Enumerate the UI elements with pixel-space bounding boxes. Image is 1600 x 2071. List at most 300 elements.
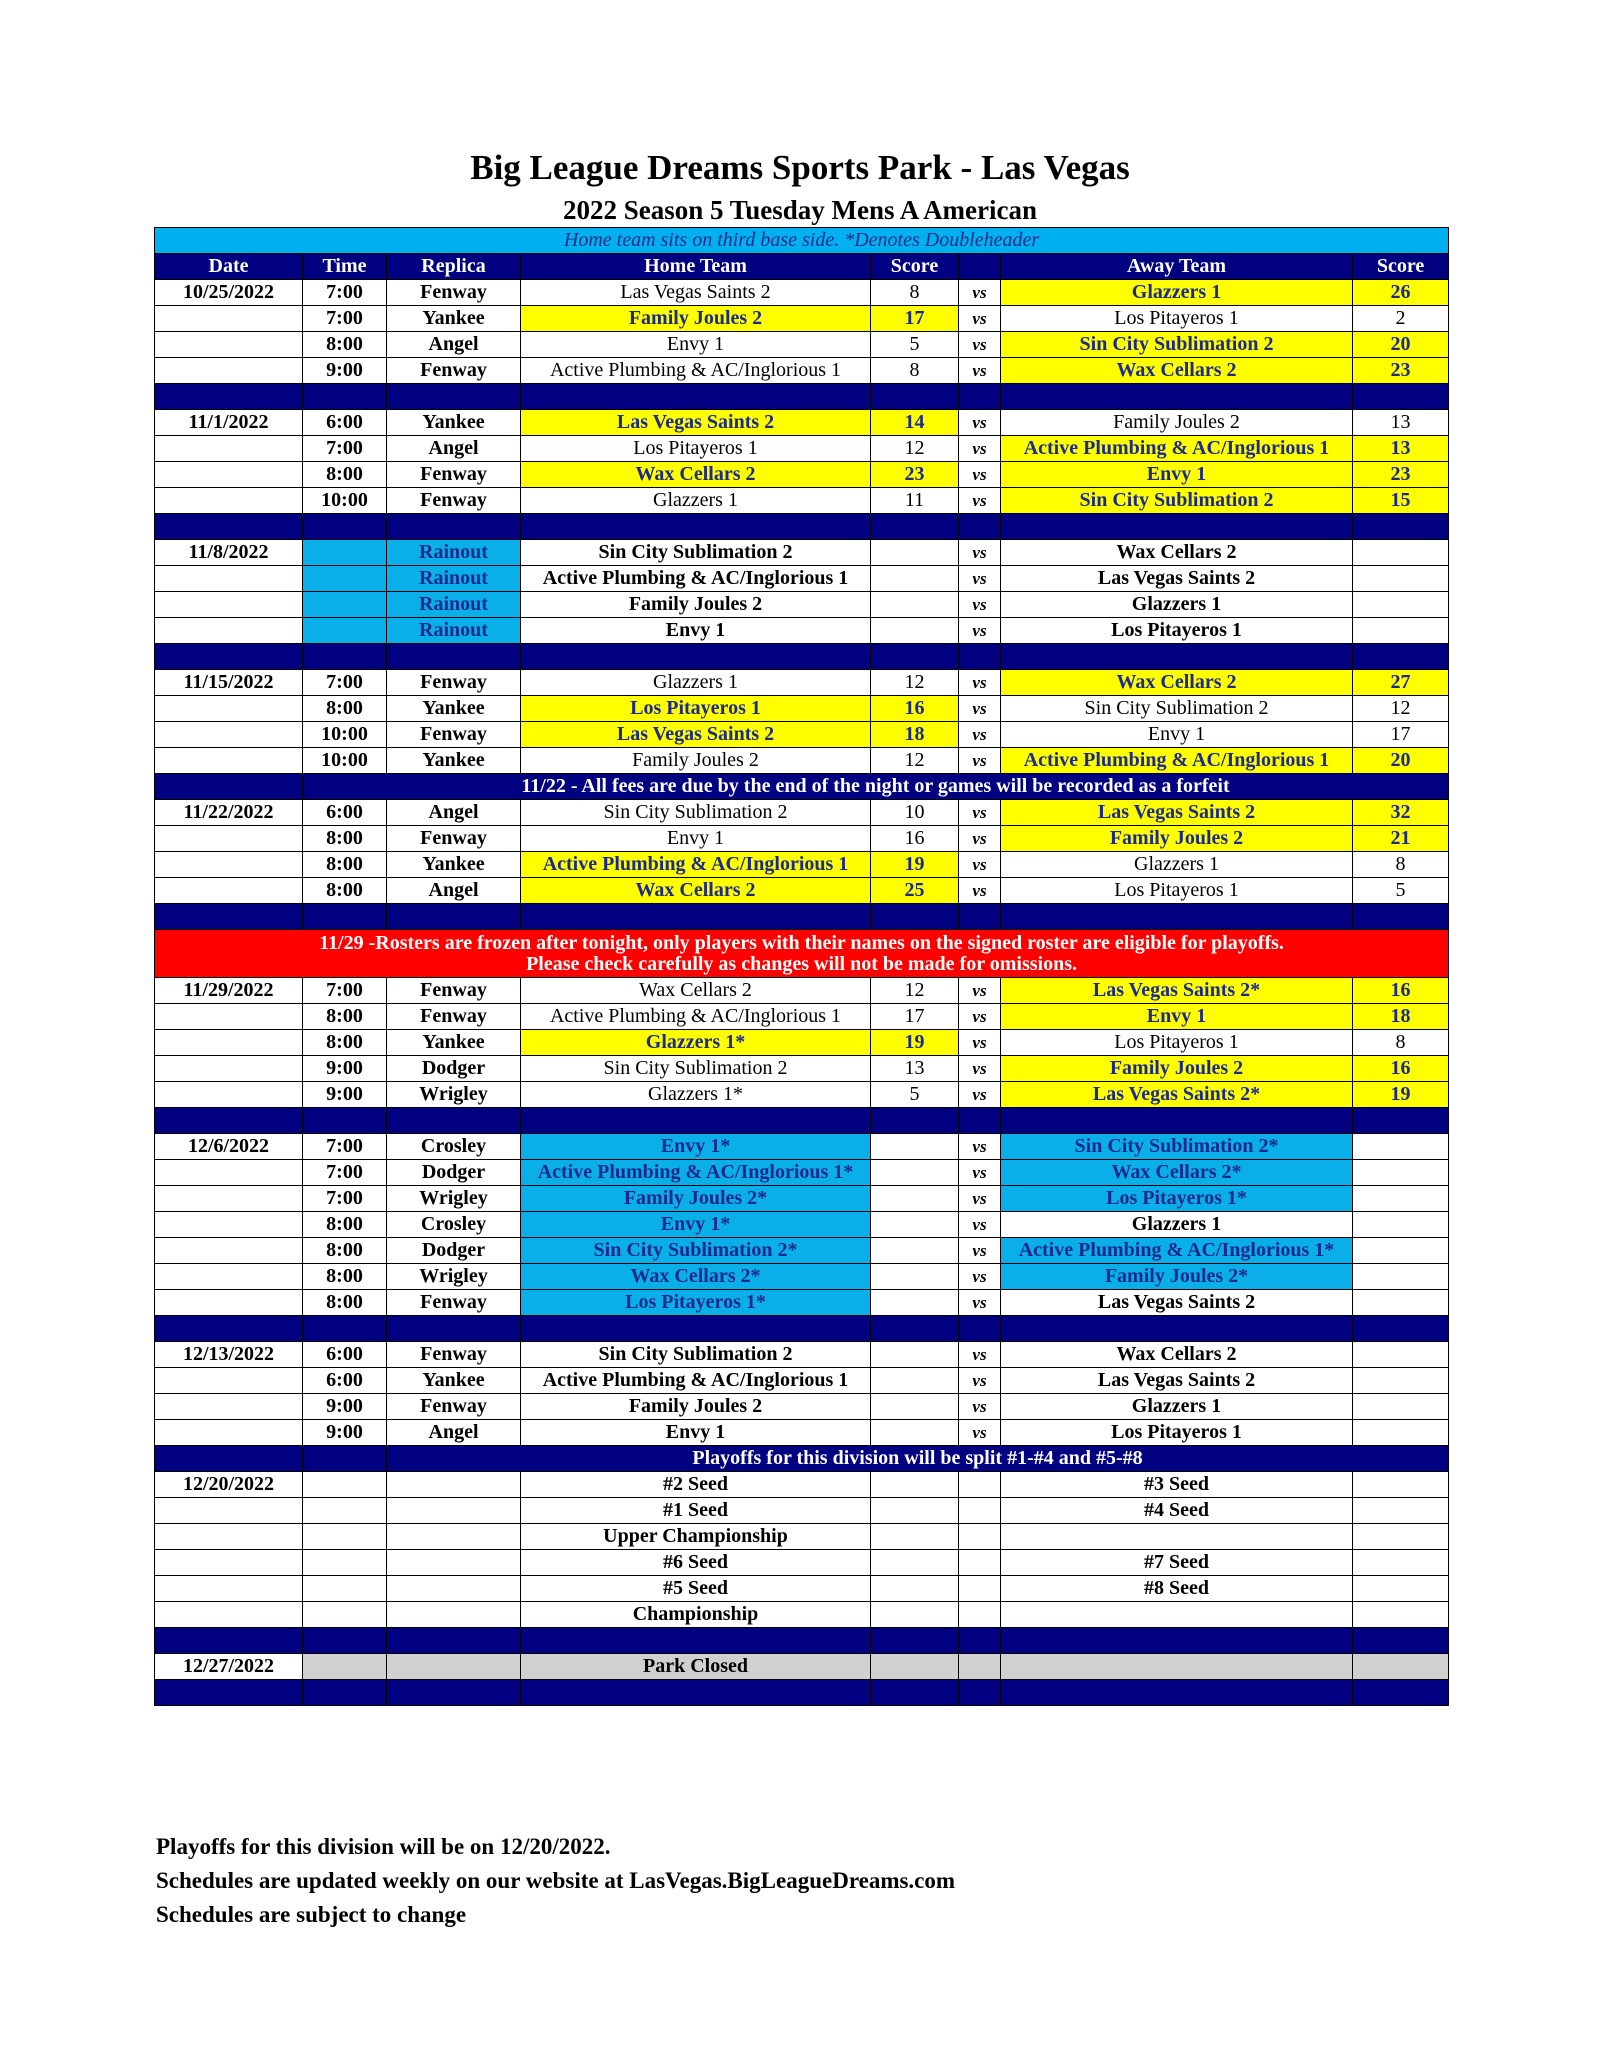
col-away-team: Away Team (1001, 254, 1353, 280)
spacer-cell (871, 644, 959, 670)
home-score (871, 1394, 959, 1420)
home-team: Los Pitayeros 1* (521, 1290, 871, 1316)
game-row (155, 488, 1449, 514)
spacer-cell (959, 1108, 1001, 1134)
game-row (155, 1056, 1449, 1082)
vs-cell (959, 1550, 1001, 1576)
game-row (155, 1030, 1449, 1056)
spacer-cell (303, 1628, 387, 1654)
spacer-cell (1353, 644, 1449, 670)
scheduled-game-row (155, 1160, 1449, 1186)
vs-cell (959, 1498, 1001, 1524)
home-score: 10 (871, 800, 959, 826)
home-team: Active Plumbing & AC/Inglorious 1 (521, 852, 871, 878)
home-team: Los Pitayeros 1 (521, 696, 871, 722)
spacer-row (155, 1628, 1449, 1654)
game-date (155, 1524, 303, 1550)
away-team: Sin City Sublimation 2 (1001, 332, 1353, 358)
home-team: Los Pitayeros 1 (521, 436, 871, 462)
away-team: Active Plumbing & AC/Inglorious 1 (1001, 748, 1353, 774)
scheduled-game-row (155, 1134, 1449, 1160)
vs-label: vs (959, 852, 1001, 878)
home-score (871, 1160, 959, 1186)
spacer-cell (871, 904, 959, 930)
home-score (871, 1212, 959, 1238)
game-time (303, 1550, 387, 1576)
col-vs (959, 254, 1001, 280)
home-score (871, 566, 959, 592)
game-time: 7:00 (303, 280, 387, 306)
home-seed: #1 Seed (521, 1498, 871, 1524)
away-team: Glazzers 1 (1001, 592, 1353, 618)
away-team: Envy 1 (1001, 462, 1353, 488)
note-row (155, 228, 1449, 254)
roster-alert-line: 11/29 -Rosters are frozen after tonight, only players with their names on the signed roster are eligible for playoffs. (319, 931, 1284, 954)
game-time: 7:00 (303, 306, 387, 332)
rainout-label: Rainout (387, 592, 521, 618)
game-time (303, 1498, 387, 1524)
home-team: Family Joules 2 (521, 1394, 871, 1420)
vs-label: vs (959, 1264, 1001, 1290)
away-score: 16 (1353, 1056, 1449, 1082)
field-replica: Crosley (387, 1134, 521, 1160)
footer-line: Playoffs for this division will be on 12/20/2022. (156, 1834, 611, 1859)
field-replica: Fenway (387, 462, 521, 488)
home-score: 19 (871, 1030, 959, 1056)
vs-label: vs (959, 1160, 1001, 1186)
away-score (1353, 1264, 1449, 1290)
game-date (155, 1394, 303, 1420)
away-score (1353, 1576, 1449, 1602)
game-time: 9:00 (303, 1420, 387, 1446)
away-seed: #4 Seed (1001, 1498, 1353, 1524)
spacer-cell (387, 1108, 521, 1134)
away-team: Family Joules 2 (1001, 410, 1353, 436)
vs-label: vs (959, 670, 1001, 696)
spacer-cell (387, 384, 521, 410)
col-replica: Replica (387, 254, 521, 280)
game-time (303, 1576, 387, 1602)
game-time: 10:00 (303, 748, 387, 774)
scheduled-game-row (155, 1238, 1449, 1264)
away-team: Los Pitayeros 1 (1001, 618, 1353, 644)
spacer-row (155, 644, 1449, 670)
away-score: 21 (1353, 826, 1449, 852)
home-team: Wax Cellars 2* (521, 1264, 871, 1290)
game-date (155, 1186, 303, 1212)
away-score: 15 (1353, 488, 1449, 514)
home-team: Wax Cellars 2 (521, 878, 871, 904)
notice-date-cell (155, 774, 303, 800)
away-team: Los Pitayeros 1* (1001, 1186, 1353, 1212)
away-team: Envy 1 (1001, 722, 1353, 748)
away-team: Las Vegas Saints 2* (1001, 1082, 1353, 1108)
home-score: 12 (871, 436, 959, 462)
vs-label: vs (959, 1134, 1001, 1160)
vs-label: vs (959, 1238, 1001, 1264)
away-team: Las Vegas Saints 2 (1001, 800, 1353, 826)
spacer-cell (1353, 384, 1449, 410)
spacer-cell (871, 1316, 959, 1342)
col-time: Time (303, 254, 387, 280)
home-score: 17 (871, 1004, 959, 1030)
game-time: 7:00 (303, 436, 387, 462)
away-team: Glazzers 1 (1001, 280, 1353, 306)
vs-cell (959, 1654, 1001, 1680)
away-score (1353, 1498, 1449, 1524)
spacer-cell (155, 1316, 303, 1342)
spacer-cell (155, 1628, 303, 1654)
game-date (155, 748, 303, 774)
spacer-cell (303, 384, 387, 410)
field-replica: Crosley (387, 1212, 521, 1238)
home-seed: Championship (521, 1602, 871, 1628)
away-score: 12 (1353, 696, 1449, 722)
home-team: Active Plumbing & AC/Inglorious 1* (521, 1160, 871, 1186)
spacer-cell (303, 904, 387, 930)
away-team: Las Vegas Saints 2* (1001, 978, 1353, 1004)
home-score (871, 1238, 959, 1264)
page-title: Big League Dreams Sports Park - Las Vegas (470, 148, 1130, 187)
home-team: Envy 1 (521, 332, 871, 358)
vs-cell (959, 1602, 1001, 1628)
spacer-cell (1353, 904, 1449, 930)
vs-label: vs (959, 722, 1001, 748)
game-date (155, 722, 303, 748)
game-date (155, 1420, 303, 1446)
home-team: Sin City Sublimation 2 (521, 800, 871, 826)
spacer-cell (1001, 384, 1353, 410)
game-date: 12/6/2022 (155, 1134, 303, 1160)
game-date (155, 332, 303, 358)
playoff-split-notice: Playoffs for this division will be split #1-#4 and #5-#8 (387, 1446, 1449, 1472)
game-time: 6:00 (303, 800, 387, 826)
spacer-cell (155, 1680, 303, 1706)
game-date (155, 592, 303, 618)
field-replica: Fenway (387, 1394, 521, 1420)
vs-label: vs (959, 488, 1001, 514)
scheduled-game-row (155, 1212, 1449, 1238)
away-score (1353, 1472, 1449, 1498)
home-score (871, 592, 959, 618)
game-date (155, 1030, 303, 1056)
notice-blank-cell (155, 1446, 303, 1472)
game-time: 10:00 (303, 722, 387, 748)
spacer-row (155, 1108, 1449, 1134)
game-time: 7:00 (303, 1134, 387, 1160)
field-replica: Wrigley (387, 1186, 521, 1212)
notice-row (155, 774, 1449, 800)
away-score (1353, 1602, 1449, 1628)
spacer-cell (521, 1316, 871, 1342)
field-replica (387, 1524, 521, 1550)
vs-cell (959, 1524, 1001, 1550)
game-time: 7:00 (303, 1186, 387, 1212)
home-team: Active Plumbing & AC/Inglorious 1 (521, 566, 871, 592)
spacer-cell (1001, 514, 1353, 540)
spacer-cell (521, 1628, 871, 1654)
game-date: 12/13/2022 (155, 1342, 303, 1368)
game-time (303, 540, 387, 566)
spacer-row (155, 1316, 1449, 1342)
home-score: 5 (871, 1082, 959, 1108)
home-team: Envy 1 (521, 618, 871, 644)
home-score: 14 (871, 410, 959, 436)
game-row (155, 800, 1449, 826)
spacer-row (155, 514, 1449, 540)
vs-label: vs (959, 1030, 1001, 1056)
schedule-table (154, 227, 1449, 1706)
field-replica: Angel (387, 332, 521, 358)
game-time: 8:00 (303, 878, 387, 904)
vs-label: vs (959, 1368, 1001, 1394)
game-date (155, 566, 303, 592)
home-score (871, 540, 959, 566)
game-time: 8:00 (303, 1264, 387, 1290)
game-time: 9:00 (303, 1056, 387, 1082)
away-seed: #8 Seed (1001, 1576, 1353, 1602)
field-replica: Angel (387, 1420, 521, 1446)
spacer-cell (303, 644, 387, 670)
vs-label: vs (959, 618, 1001, 644)
game-time (303, 1654, 387, 1680)
game-date (155, 1576, 303, 1602)
home-team: Active Plumbing & AC/Inglorious 1 (521, 1368, 871, 1394)
fee-notice: 11/22 - All fees are due by the end of the night or games will be recorded as a forfeit (303, 774, 1449, 800)
field-replica: Fenway (387, 488, 521, 514)
field-replica (387, 1602, 521, 1628)
away-score: 13 (1353, 436, 1449, 462)
game-time (303, 1602, 387, 1628)
vs-label: vs (959, 826, 1001, 852)
away-team: Wax Cellars 2 (1001, 540, 1353, 566)
game-time (303, 1472, 387, 1498)
game-time: 7:00 (303, 670, 387, 696)
schedule-body (155, 228, 1449, 1706)
spacer-row (155, 904, 1449, 930)
home-team: Sin City Sublimation 2* (521, 1238, 871, 1264)
game-date (155, 1290, 303, 1316)
col-date: Date (155, 254, 303, 280)
notice-row (155, 1446, 1449, 1472)
home-score: 25 (871, 878, 959, 904)
away-score (1353, 1238, 1449, 1264)
spacer-cell (387, 1628, 521, 1654)
game-time: 9:00 (303, 1394, 387, 1420)
spacer-cell (959, 644, 1001, 670)
game-time: 9:00 (303, 1082, 387, 1108)
game-row (155, 852, 1449, 878)
field-replica: Yankee (387, 748, 521, 774)
away-team: Wax Cellars 2 (1001, 358, 1353, 384)
away-score (1353, 1134, 1449, 1160)
game-time: 8:00 (303, 852, 387, 878)
spacer-cell (1001, 1108, 1353, 1134)
away-team: Las Vegas Saints 2 (1001, 1368, 1353, 1394)
home-score: 17 (871, 306, 959, 332)
spacer-cell (1001, 1316, 1353, 1342)
game-date (155, 1160, 303, 1186)
game-date (155, 1004, 303, 1030)
away-team: Family Joules 2 (1001, 1056, 1353, 1082)
home-score: 12 (871, 978, 959, 1004)
spacer-cell (959, 1316, 1001, 1342)
home-score: 18 (871, 722, 959, 748)
game-time (303, 1524, 387, 1550)
vs-label: vs (959, 1342, 1001, 1368)
game-time: 6:00 (303, 410, 387, 436)
spacer-cell (155, 384, 303, 410)
game-date (155, 878, 303, 904)
home-score (871, 618, 959, 644)
field-replica: Angel (387, 800, 521, 826)
field-replica (387, 1576, 521, 1602)
away-team: Active Plumbing & AC/Inglorious 1* (1001, 1238, 1353, 1264)
playoff-row (155, 1498, 1449, 1524)
game-time: 9:00 (303, 358, 387, 384)
away-score (1353, 566, 1449, 592)
field-replica: Fenway (387, 978, 521, 1004)
rainout-row (155, 592, 1449, 618)
vs-label: vs (959, 878, 1001, 904)
game-date (155, 436, 303, 462)
spacer-cell (871, 514, 959, 540)
playoff-row (155, 1602, 1449, 1628)
away-score (1353, 592, 1449, 618)
field-replica: Yankee (387, 852, 521, 878)
home-team: Family Joules 2 (521, 748, 871, 774)
away-team: Sin City Sublimation 2 (1001, 696, 1353, 722)
footer-line: Schedules are updated weekly on our website at LasVegas.BigLeagueDreams.com (156, 1868, 956, 1893)
roster-alert-line: Please check carefully as changes will not be made for omissions. (526, 952, 1077, 975)
away-team: Active Plumbing & AC/Inglorious 1 (1001, 436, 1353, 462)
home-team: Envy 1* (521, 1212, 871, 1238)
roster-alert (155, 930, 1449, 978)
footer-line: Schedules are subject to change (156, 1902, 467, 1927)
field-replica: Dodger (387, 1238, 521, 1264)
game-time: 8:00 (303, 1030, 387, 1056)
game-date (155, 1264, 303, 1290)
away-team: Las Vegas Saints 2 (1001, 1290, 1353, 1316)
home-score: 12 (871, 748, 959, 774)
away-team: Las Vegas Saints 2 (1001, 566, 1353, 592)
scheduled-game-row (155, 1368, 1449, 1394)
rainout-label: Rainout (387, 566, 521, 592)
game-row (155, 1004, 1449, 1030)
away-team: Los Pitayeros 1 (1001, 1030, 1353, 1056)
spacer-cell (959, 904, 1001, 930)
away-score (1353, 1212, 1449, 1238)
game-row (155, 306, 1449, 332)
home-team: Las Vegas Saints 2 (521, 280, 871, 306)
away-seed (1001, 1602, 1353, 1628)
game-date (155, 306, 303, 332)
vs-label: vs (959, 748, 1001, 774)
away-team: Los Pitayeros 1 (1001, 306, 1353, 332)
away-team: Los Pitayeros 1 (1001, 878, 1353, 904)
away-score: 20 (1353, 332, 1449, 358)
away-score: 20 (1353, 748, 1449, 774)
home-team: Las Vegas Saints 2 (521, 722, 871, 748)
scheduled-game-row (155, 1420, 1449, 1446)
home-score: 8 (871, 358, 959, 384)
game-time: 7:00 (303, 1160, 387, 1186)
away-seed: #3 Seed (1001, 1472, 1353, 1498)
game-row (155, 878, 1449, 904)
away-team: Glazzers 1 (1001, 1212, 1353, 1238)
home-score: 8 (871, 280, 959, 306)
home-score (871, 1602, 959, 1628)
scheduled-game-row (155, 1394, 1449, 1420)
home-score (871, 1368, 959, 1394)
game-date (155, 696, 303, 722)
away-team: Glazzers 1 (1001, 1394, 1353, 1420)
away-team: Wax Cellars 2 (1001, 670, 1353, 696)
spacer-cell (303, 1108, 387, 1134)
vs-label: vs (959, 540, 1001, 566)
away-score: 8 (1353, 1030, 1449, 1056)
game-time: 8:00 (303, 1238, 387, 1264)
spacer-cell (871, 1108, 959, 1134)
game-date (155, 1056, 303, 1082)
spacer-cell (1353, 1628, 1449, 1654)
field-replica: Dodger (387, 1056, 521, 1082)
home-score (871, 1550, 959, 1576)
game-row (155, 358, 1449, 384)
field-replica: Dodger (387, 1160, 521, 1186)
game-time (303, 592, 387, 618)
scheduled-game-row (155, 1342, 1449, 1368)
away-team: Sin City Sublimation 2* (1001, 1134, 1353, 1160)
home-seed: #6 Seed (521, 1550, 871, 1576)
game-date: 11/1/2022 (155, 410, 303, 436)
game-date: 12/20/2022 (155, 1472, 303, 1498)
header-row (155, 254, 1449, 280)
game-date (155, 358, 303, 384)
field-replica (387, 1654, 521, 1680)
away-score: 17 (1353, 722, 1449, 748)
home-team: Active Plumbing & AC/Inglorious 1 (521, 1004, 871, 1030)
game-row (155, 826, 1449, 852)
notice-blank-cell (303, 1446, 387, 1472)
spacer-cell (387, 514, 521, 540)
vs-label: vs (959, 566, 1001, 592)
vs-label: vs (959, 358, 1001, 384)
spacer-cell (1001, 904, 1353, 930)
away-team: Glazzers 1 (1001, 852, 1353, 878)
spacer-cell (303, 514, 387, 540)
away-team (1001, 1654, 1353, 1680)
vs-label: vs (959, 1082, 1001, 1108)
spacer-cell (155, 514, 303, 540)
vs-label: vs (959, 696, 1001, 722)
field-replica: Angel (387, 878, 521, 904)
spacer-cell (1001, 644, 1353, 670)
game-row (155, 978, 1449, 1004)
home-team: Active Plumbing & AC/Inglorious 1 (521, 358, 871, 384)
away-score (1353, 1420, 1449, 1446)
game-row (155, 670, 1449, 696)
roster-alert-row (155, 930, 1449, 978)
game-row (155, 722, 1449, 748)
field-replica: Fenway (387, 1342, 521, 1368)
field-replica (387, 1550, 521, 1576)
vs-label: vs (959, 332, 1001, 358)
field-replica: Yankee (387, 1368, 521, 1394)
home-seed: #5 Seed (521, 1576, 871, 1602)
game-time (303, 618, 387, 644)
away-score: 16 (1353, 978, 1449, 1004)
